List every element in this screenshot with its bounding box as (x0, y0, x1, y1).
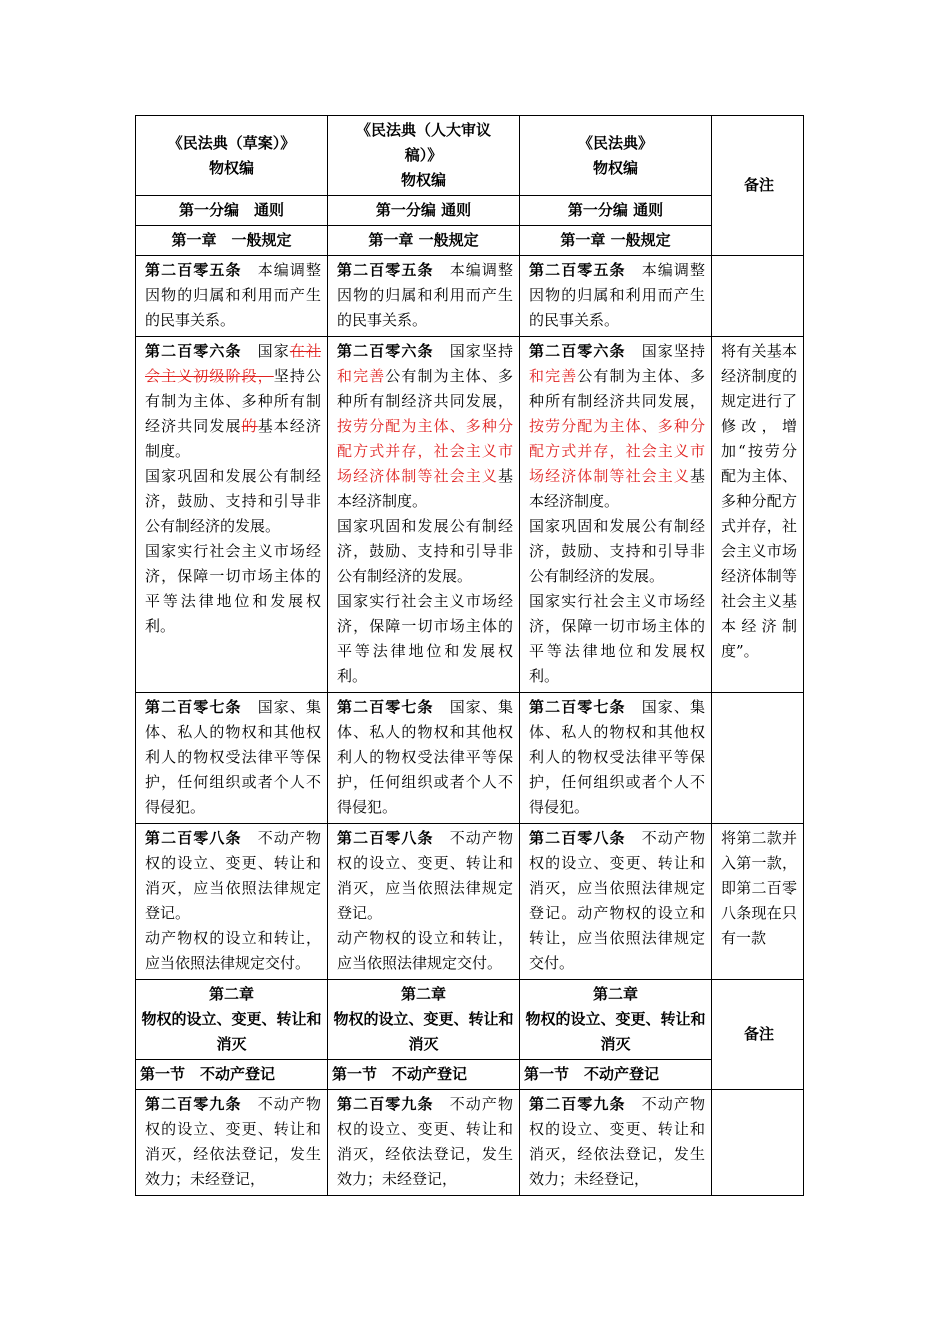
article-208-final: 第二百零八条 不动产物权的设立、变更、转让和消灭，应当依照法律规定登记。动产物权的设立和转让，应当依照法律规定交付。 (520, 824, 712, 980)
chapter2-draft: 第二章 物权的设立、变更、转让和消灭 (136, 980, 328, 1060)
article-205-final: 第二百零五条 本编调整因物的归属和利用而产生的民事关系。 (520, 256, 712, 337)
section-final: 第一节 不动产登记 (520, 1060, 712, 1090)
article-208-note: 将第二款并入第一款，即第二百零八条现在只有一款 (712, 824, 804, 980)
article-209-note (712, 1090, 804, 1196)
article-209-review: 第二百零九条 不动产物权的设立、变更、转让和消灭，经依法登记，发生效力；未经登记， (328, 1090, 520, 1196)
part-final: 第一分编 通则 (520, 196, 712, 226)
part-row (136, 196, 804, 226)
header-final: 《民法典》 物权编 (520, 116, 712, 196)
article-209-row (136, 1090, 804, 1196)
comparison-table (135, 115, 804, 1196)
section-row (136, 1060, 804, 1090)
article-207-review: 第二百零七条 国家、集体、私人的物权和其他权利人的物权受法律平等保护，任何组织或者个人不得侵犯。 (328, 693, 520, 824)
header-draft: 《民法典（草案）》 物权编 (136, 116, 328, 196)
article-206-row (136, 337, 804, 693)
chapter1-final: 第一章 一般规定 (520, 226, 712, 256)
chapter1-row (136, 226, 804, 256)
article-208-row (136, 824, 804, 980)
section-draft: 第一节 不动产登记 (136, 1060, 328, 1090)
part-review: 第一分编 通则 (328, 196, 520, 226)
article-208-draft: 第二百零八条 不动产物权的设立、变更、转让和消灭，应当依照法律规定登记。 动产物权的设立和转让，应当依照法律规定交付。 (136, 824, 328, 980)
article-206-draft: 第二百零六条 国家在社会主义初级阶段，坚持公有制为主体、多种所有制经济共同发展的基本经济制度。 国家巩固和发展公有制经济，鼓励、支持和引导非公有制经济的发展。 国家实行社会主义市场经济，保障一切市场主体的平等法律地位和发展权利。 (136, 337, 328, 693)
deleted-text: 在社会主义初级阶段， (145, 342, 321, 385)
added-text: 和完善 (337, 367, 386, 385)
added-text: 和完善 (529, 367, 578, 385)
article-207-note (712, 693, 804, 824)
article-206-final: 第二百零六条 国家坚持和完善公有制为主体、多种所有制经济共同发展，按劳分配为主体、多种分配方式并存，社会主义市场经济体制等社会主义基本经济制度。 国家巩固和发展公有制经济，鼓励、支持和引导非公有制经济的发展。 国家实行社会主义市场经济，保障一切市场主体的平等法律地位和发展权利。 (520, 337, 712, 693)
article-209-draft: 第二百零九条 不动产物权的设立、变更、转让和消灭，经依法登记，发生效力；未经登记， (136, 1090, 328, 1196)
part-draft: 第一分编 通则 (136, 196, 328, 226)
article-209-final: 第二百零九条 不动产物权的设立、变更、转让和消灭，经依法登记，发生效力；未经登记， (520, 1090, 712, 1196)
deleted-text: 的 (241, 417, 258, 435)
article-207-final: 第二百零七条 国家、集体、私人的物权和其他权利人的物权受法律平等保护，任何组织或者个人不得侵犯。 (520, 693, 712, 824)
header-review: 《民法典（人大审议稿）》 物权编 (328, 116, 520, 196)
chapter1-review: 第一章 一般规定 (328, 226, 520, 256)
section-review: 第一节 不动产登记 (328, 1060, 520, 1090)
article-205-note (712, 256, 804, 337)
article-207-draft: 第二百零七条 国家、集体、私人的物权和其他权利人的物权受法律平等保护，任何组织或者个人不得侵犯。 (136, 693, 328, 824)
article-206-note: 将有关基本经济制度的规定进行了修改，增加“按劳分配为主体、多种分配方式并存，社会主义市场经济体制等社会主义基本经济制度”。 (712, 337, 804, 693)
chapter2-final: 第二章 物权的设立、变更、转让和消灭 (520, 980, 712, 1060)
header-note: 备注 (712, 116, 804, 256)
article-208-review: 第二百零八条 不动产物权的设立、变更、转让和消灭，应当依照法律规定登记。 动产物权的设立和转让，应当依照法律规定交付。 (328, 824, 520, 980)
article-207-row (136, 693, 804, 824)
article-206-review: 第二百零六条 国家坚持和完善公有制为主体、多种所有制经济共同发展，按劳分配为主体、多种分配方式并存，社会主义市场经济体制等社会主义基本经济制度。 国家巩固和发展公有制经济，鼓励、支持和引导非公有制经济的发展。 国家实行社会主义市场经济，保障一切市场主体的平等法律地位和发展权利。 (328, 337, 520, 693)
chapter2-row (136, 980, 804, 1060)
header-row (136, 116, 804, 196)
added-text: 按劳分配为主体、多种分配方式并存，社会主义市场经济体制等社会主义 (529, 417, 705, 485)
chapter2-review: 第二章 物权的设立、变更、转让和消灭 (328, 980, 520, 1060)
chapter2-note: 备注 (712, 980, 804, 1090)
chapter1-draft: 第一章 一般规定 (136, 226, 328, 256)
article-205-row (136, 256, 804, 337)
added-text: 按劳分配为主体、多种分配方式并存，社会主义市场经济体制等社会主义 (337, 417, 513, 485)
article-205-review: 第二百零五条 本编调整因物的归属和利用而产生的民事关系。 (328, 256, 520, 337)
article-205-draft: 第二百零五条 本编调整因物的归属和利用而产生的民事关系。 (136, 256, 328, 337)
